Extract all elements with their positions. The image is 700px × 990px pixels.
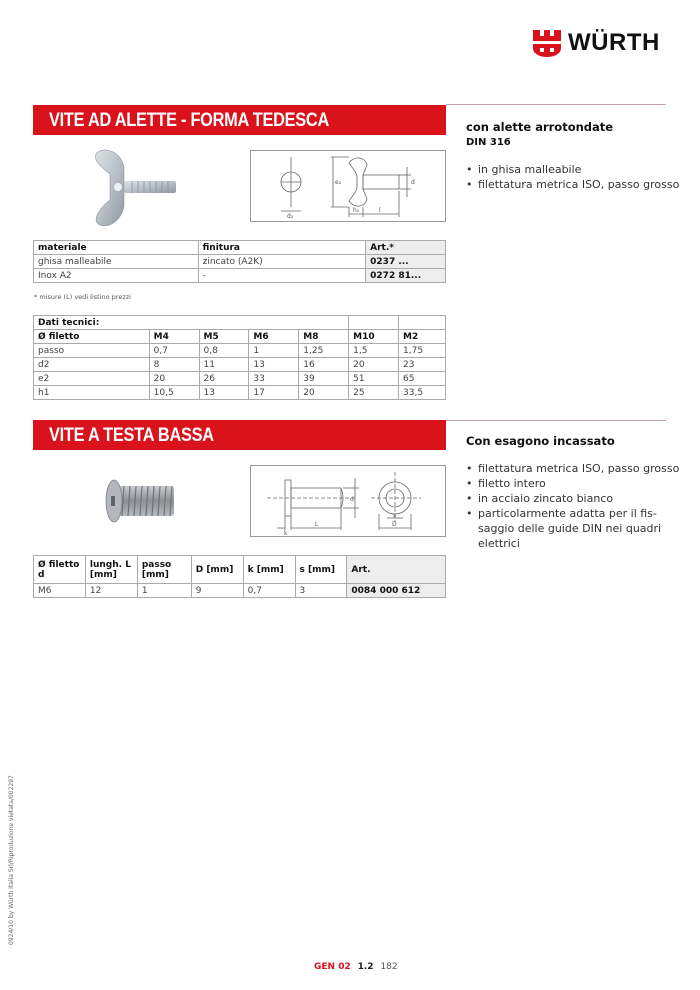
table-cell: 13 bbox=[249, 358, 299, 372]
low-head-screw-technical-drawing bbox=[250, 465, 446, 537]
table-cell: 33 bbox=[249, 372, 299, 386]
table-cell: 65 bbox=[399, 372, 446, 386]
footnote: * misure (L) vedi listino prezzi bbox=[34, 293, 131, 301]
feature-item: • filetto intero bbox=[466, 476, 686, 491]
table-cell: 39 bbox=[299, 372, 349, 386]
table-header: M4 bbox=[149, 330, 199, 344]
table-row bbox=[34, 269, 446, 283]
dim-label-h1: h₁ bbox=[353, 207, 360, 214]
table-caption: Dati tecnici: bbox=[34, 316, 349, 330]
table-row bbox=[34, 344, 446, 358]
table-cell: 33,5 bbox=[399, 386, 446, 400]
din-standard: DIN 316 bbox=[466, 137, 511, 148]
section-header-wing-screw bbox=[33, 105, 446, 135]
table-header: Ø filetto d bbox=[34, 556, 86, 584]
table-cell: 20 bbox=[349, 358, 399, 372]
dim-label-k: k bbox=[284, 530, 288, 536]
table-cell: 26 bbox=[199, 372, 249, 386]
table-header: Art. bbox=[347, 556, 446, 584]
feature-item: • filettatura metrica ISO, passo grosso bbox=[466, 177, 686, 192]
table-cell: 10,5 bbox=[149, 386, 199, 400]
feature-item: • in acciaio zincato bianco bbox=[466, 491, 686, 506]
copyright-note: 0924/10 by Würth Italia Srl/Riproduzione vietata/002297 bbox=[8, 775, 15, 945]
table-row bbox=[34, 358, 446, 372]
section-subtitle: Con esagono incassato bbox=[466, 434, 615, 448]
table-header-row bbox=[34, 330, 446, 344]
table-cell: 8 bbox=[149, 358, 199, 372]
table-cell: ghisa malleabile bbox=[34, 255, 199, 269]
table-header: M6 bbox=[249, 330, 299, 344]
dim-label-D: D bbox=[392, 521, 397, 528]
article-number: 0237 ... bbox=[366, 255, 446, 269]
table-row bbox=[34, 255, 446, 269]
section-subtitle: con alette arrotondate bbox=[466, 120, 614, 134]
dim-label-e2: e₂ bbox=[335, 179, 342, 186]
table-header: M2 bbox=[399, 330, 446, 344]
table-cell: 11 bbox=[199, 358, 249, 372]
table-header: passo [mm] bbox=[137, 556, 191, 584]
table-header: materiale bbox=[34, 241, 199, 255]
section-header-low-head-screw bbox=[33, 420, 446, 450]
table-header: M5 bbox=[199, 330, 249, 344]
wing-screw-technical-drawing bbox=[250, 150, 446, 222]
article-number: 0272 81... bbox=[366, 269, 446, 283]
feature-item: • particolarmente adatta per il fis-saggio delle guide DIN nei quadri elettrici bbox=[466, 506, 666, 551]
table-cell: 20 bbox=[149, 372, 199, 386]
table-cell: 17 bbox=[249, 386, 299, 400]
table-caption-row bbox=[34, 316, 446, 330]
table-cell: 0,8 bbox=[199, 344, 249, 358]
catalog-code: GEN 02 bbox=[314, 962, 351, 972]
table-cell: 1,5 bbox=[349, 344, 399, 358]
table-header-row bbox=[34, 241, 446, 255]
table-cell: e2 bbox=[34, 372, 150, 386]
low-head-screw-table bbox=[33, 555, 446, 598]
table-cell: h1 bbox=[34, 386, 150, 400]
table-cell: 20 bbox=[299, 386, 349, 400]
table-cell: 3 bbox=[295, 584, 347, 598]
table-header: lungh. L [mm] bbox=[85, 556, 137, 584]
article-number: 0084 000 612 bbox=[347, 584, 446, 598]
dim-label-d2: d₂ bbox=[287, 213, 294, 220]
wing-screw-photo bbox=[88, 148, 183, 228]
table-cell: 0,7 bbox=[243, 584, 295, 598]
low-head-screw-photo bbox=[100, 478, 180, 524]
table-cell: 16 bbox=[299, 358, 349, 372]
divider-line bbox=[446, 420, 666, 421]
table-cell: 1,25 bbox=[299, 344, 349, 358]
table-cell: 25 bbox=[349, 386, 399, 400]
table-cell: 13 bbox=[199, 386, 249, 400]
section2-description bbox=[466, 434, 686, 551]
feature-list bbox=[466, 461, 686, 551]
dim-label-d: d bbox=[411, 179, 415, 186]
wurth-logo bbox=[532, 28, 660, 58]
table-header: k [mm] bbox=[243, 556, 295, 584]
table-header: M8 bbox=[299, 330, 349, 344]
wurth-logo-icon bbox=[532, 28, 562, 58]
table-cell: zincato (A2K) bbox=[198, 255, 366, 269]
table-cell: Inox A2 bbox=[34, 269, 199, 283]
table-row bbox=[34, 372, 446, 386]
dim-label-s: s bbox=[393, 512, 397, 519]
feature-item: • in ghisa malleabile bbox=[466, 162, 686, 177]
table-cell: 1,75 bbox=[399, 344, 446, 358]
dim-label-d: d bbox=[350, 496, 354, 503]
feature-item: • filettatura metrica ISO, passo grosso bbox=[466, 461, 686, 476]
table-cell: 9 bbox=[191, 584, 243, 598]
table-cell: passo bbox=[34, 344, 150, 358]
table-header: D [mm] bbox=[191, 556, 243, 584]
section1-description bbox=[466, 120, 686, 192]
dim-label-l: l bbox=[379, 207, 381, 214]
table-header: finitura bbox=[198, 241, 366, 255]
table-header: Ø filetto bbox=[34, 330, 150, 344]
table-header: Art.* bbox=[366, 241, 446, 255]
table-header: s [mm] bbox=[295, 556, 347, 584]
brand-name: WÜRTH bbox=[568, 29, 660, 56]
table-cell: 0,7 bbox=[149, 344, 199, 358]
page-number: 182 bbox=[380, 962, 398, 972]
materials-table bbox=[33, 240, 446, 283]
table-cell: d2 bbox=[34, 358, 150, 372]
table-cell: 51 bbox=[349, 372, 399, 386]
table-cell: M6 bbox=[34, 584, 86, 598]
divider-line bbox=[446, 104, 666, 105]
table-header-row bbox=[34, 556, 446, 584]
dim-label-L: L bbox=[315, 521, 319, 528]
section-number: 1.2 bbox=[357, 962, 374, 972]
section-title: VITE A TESTA BASSA bbox=[49, 425, 214, 446]
section-title: VITE AD ALETTE - FORMA TEDESCA bbox=[49, 110, 330, 131]
technical-data-table bbox=[33, 315, 446, 400]
table-cell: - bbox=[198, 269, 366, 283]
table-cell: 23 bbox=[399, 358, 446, 372]
page-footer bbox=[314, 962, 398, 972]
table-row bbox=[34, 584, 446, 598]
table-cell: 12 bbox=[85, 584, 137, 598]
feature-list bbox=[466, 162, 686, 192]
table-cell: 1 bbox=[249, 344, 299, 358]
table-header: M10 bbox=[349, 330, 399, 344]
table-row bbox=[34, 386, 446, 400]
table-cell: 1 bbox=[137, 584, 191, 598]
